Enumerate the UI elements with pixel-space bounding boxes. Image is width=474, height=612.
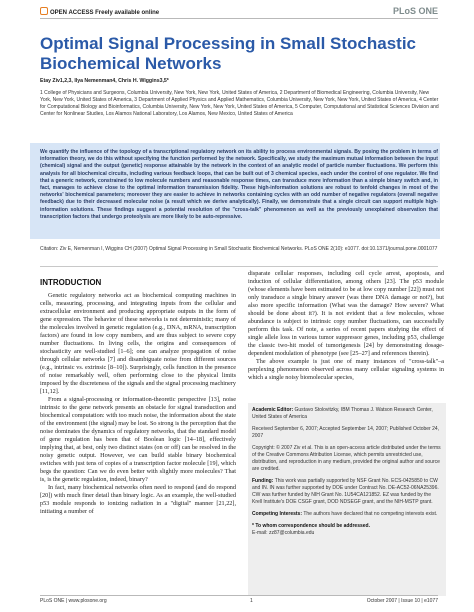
abstract-text: We quantify the influence of the topology of a transcriptional regulatory network on its ability to process environmental signals. By posing the problem in terms of information theory, we do this without specifying the function performed by the network. Specifically, we study the maximum mutual information between the input (chemical) signal and the output (genetic) response attainable by the network in the context of an analytic model of particle number fluctuations. We perform this analysis for all biochemical circuits, including various feedback loops, that can be built out of 3 chemical species, each under the control of one regulator. We find that a generic network, constrained to low molecule numbers and reasonable response times, can transduce more information than a simple binary switch and, in fact, manages to achieve close to the optimal information transmission fidelity. These high-information solutions are robust to tenfold changes in most of the networks' biochemical parameters; moreover they are easier to achieve in networks containing cycles with an odd number of negative regulators (overall negative feedback) due to their decreased molecular noise (a result which we derive analytically). Finally, we demonstrate that a single circuit can support multiple high-information solutions. These findings suggest a potential resolution of the "cross-talk" phenomenon as well as the previously unexplained observation that transcription factors that undergo proteolysis are more likely to be auto-repressive. <box>40 149 438 220</box>
paper-title: Optimal Signal Processing in Small Stochastic Biochemical Networks <box>40 34 416 73</box>
academic-editor: Academic Editor: Gustavo Stolovitzky, IBM Thomas J. Watson Research Center, United States of America <box>252 407 433 420</box>
journal-logo: PLoS ONE <box>392 6 438 16</box>
affiliations: 1 College of Physicians and Surgeons, Columbia University, New York, New York, United States of America, 2 Department of Biomedical Engineering, Columbia University, New York, New York, United States of America, 3 Department of Applied Physics and Applied Mathematics, Columbia University, New York, New York, United States of America, 4 Center for Computational Biology and Bioinformatics, Columbia University, New York, New York, United States of America, 5 Computer, Computational and Statistical Sciences Division and Center for Nonlinear Studies, Los Alamos National Laboratory, Los Alamos, New Mexico, United States of America <box>40 90 439 117</box>
header-bar <box>0 0 474 26</box>
copyright: Copyright: © 2007 Ziv et al. This is an open-access article distributed under the terms of the Creative Commons Attribution License, which permits unrestricted use, distribution, and reproduction in any medium, provided the original author and source are credited. <box>252 445 441 472</box>
header-rule <box>40 18 438 19</box>
intro-heading: INTRODUCTION <box>40 278 102 287</box>
footer-issue: October 2007 | Issue 10 | e1077 <box>366 598 438 604</box>
intro-paragraph: In fact, many biochemical networks often need to respond (and do respond [20]) with much finer detail than binary logic. As an example, the well-studied p53 module responds to ionizing radiation in a "digital" manner [21,22], initiating a number of <box>40 484 236 515</box>
competing-interests: Competing Interests: The authors have declared that no competing interests exist. <box>252 511 438 517</box>
page-number: 1 <box>250 598 253 604</box>
author-list: Etay Ziv1,2,3, Ilya Nemenman4, Chris H. Wiggins3,5* <box>40 78 169 84</box>
correspondence: * To whom correspondence should be addressed. E-mail: zz87@columbia.edu <box>252 523 370 536</box>
citation: Citation: Ziv E, Nemenman I, Wiggins CH (2007) Optimal Signal Processing in Small Stochastic Biochemical Networks. PLoS ONE 2(10): e1077. doi:10.1371/journal.pone.0001077 <box>40 246 438 252</box>
funding: Funding: This work was partially supported by NSF Grant No. ECS-0425850 to CW and IN. IN was further supported by DOE under Contract No. DE-AC52-06NA25396. CW was further funded by NIH Grant No. 1U54CA121852. EZ was funded by the Krell Institute's DOE CSGF grant, DOD NDSEGF grant, and the NIH-MSTP grant. <box>252 478 439 505</box>
left-column <box>40 292 236 516</box>
open-access-label: OPEN ACCESS Freely available online <box>40 7 159 16</box>
intro-paragraph: From a signal-processing or information-theoretic perspective [13], noise intrinsic to the gene network presents an obstacle for signal transduction and biochemical computation: with too much noise, the information about the state of the environment (the signal) may be lost. So strong is the perception that the noise dominates the dynamics of regulatory networks, that the standard model of gene regulation has been that of Boolean logic [14–18], effectively implying that, at best, only two distinct states (on or off) can be resolved in the noisy genetic output. However, we can build stable binary biochemical switches with just tens of copies of a transcription factor molecule [19], which begs the question: Can we do even better with slightly more molecules? That is, is the genetic regulation, indeed, binary? <box>40 396 236 483</box>
intro-paragraph: Genetic regulatory networks act as biochemical computing machines in cells, measuring, processing, and integrating inputs from the cellular and extracellular environment and producing appropriate outputs in the form of gene expression. The behavior of these networks is not deterministic; many of the molecules involved in genetic regulation (e.g., DNA, mRNA, transcription factors) are found in low copy numbers, and are thus subject to severe copy number fluctuations. In living cells, the origins and consequences of stochasticity are well-studied [1–6]; one can analyze propagation of noise through cellular networks [7] and disambiguate noise from different sources (e.g., intrinsic vs. extrinsic [8–10]). Surprisingly, cells function in the presence of noise remarkably well, often performing close to the physical limits imposed by the discreteness of the signals and the signal processing machinery [11,12]. <box>40 292 236 395</box>
footer-journal: PLoS ONE | www.plosone.org <box>40 598 107 604</box>
section-rule <box>40 266 438 267</box>
right-column <box>248 270 444 382</box>
open-access-icon <box>40 7 48 15</box>
footer-rule <box>40 595 438 596</box>
page-footer <box>40 598 438 608</box>
intro-paragraph: disparate cellular responses, including cell cycle arrest, apoptosis, and induction of cellular differentiation, among others [23]. The p53 module (whose elements have been estimated to be at low copy number [22]) must not only transduce a single binary answer (was there DNA damage or not?), but also more specific information (What was the damage? How severe? What should be done about it?). It is not evident that a few molecules, whose abundance is subject to intrinsic copy number fluctuations, can successfully perform this task. Of note, a series of recent papers studying the effect of single allele loss in various tumor suppressor genes, including p53, challenge the classic two-hit model of tumorigenesis [24] by demonstrating dosage-dependent modulation of phenotype (see [25–27] and references therein). <box>248 270 444 357</box>
article-info-box <box>248 403 446 596</box>
dates: Received September 6, 2007; Accepted September 14, 2007; Published October 24, 2007 <box>252 426 440 439</box>
intro-paragraph: The above example is just one of many instances of "cross-talk"–a perplexing phenomenon observed across many cellular signaling systems in which a single noisy biomolecular species, <box>248 358 444 381</box>
